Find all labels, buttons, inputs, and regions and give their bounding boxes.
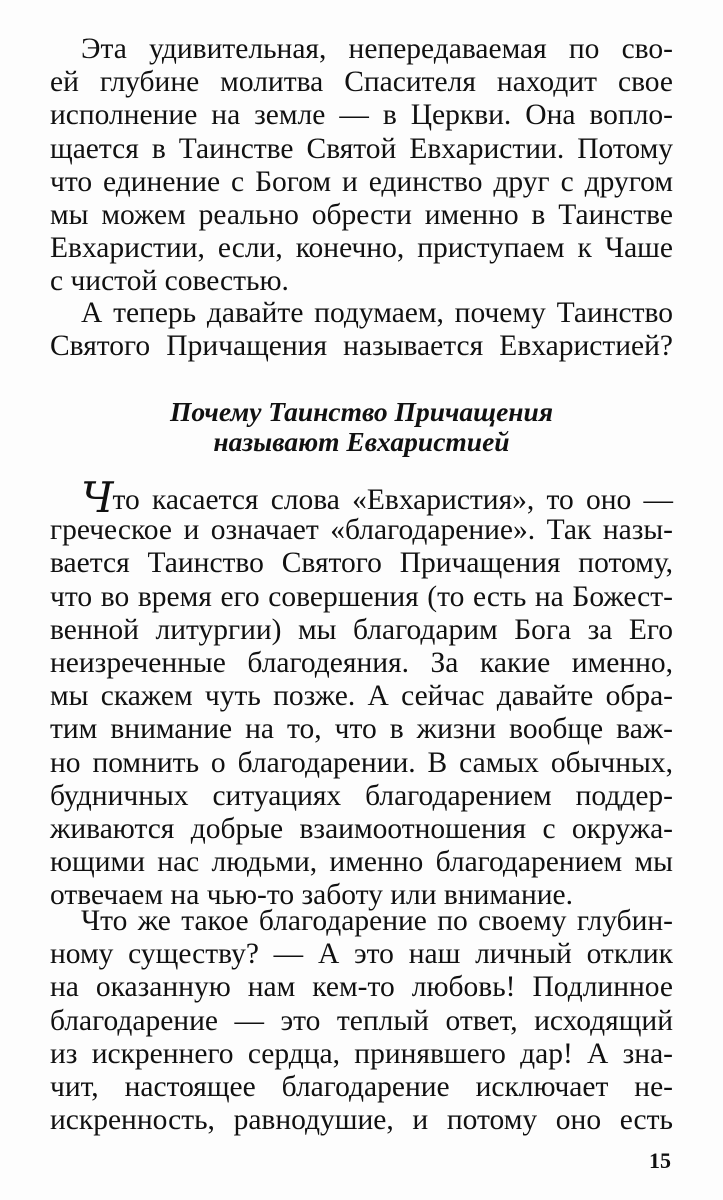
- text-line: щается в Таинстве Святой Евхаристии. Потому: [50, 132, 673, 165]
- text-line: Евхаристии, если, конечно, приступаем к Чаше: [50, 232, 673, 265]
- text-line: венной литургии) мы благодарим Бога за Его: [50, 613, 673, 646]
- text-line: мы скажем чуть позже. А сейчас давайте обра-: [50, 680, 673, 713]
- text-line: ей глубине молитва Спасителя находит свое: [50, 66, 673, 99]
- heading-line: Почему Таинство Причащения: [169, 396, 554, 427]
- text-line: греческое и означает «благодарение». Так назы-: [50, 514, 673, 547]
- text-line: Эта удивительная, непередаваемая по сво-: [81, 33, 673, 65]
- text-line: чит, настоящее благодарение исключает не-: [50, 1070, 673, 1103]
- text-line: на оказанную нам кем-то любовь! Подлинное: [50, 971, 673, 1004]
- text-line: А теперь давайте подумаем, почему Таинство: [81, 297, 673, 329]
- text-line: исполнение на земле — в Церкви. Она вопло-: [50, 99, 673, 132]
- text-line: из искреннего сердца, принявшего дар! А зна-: [50, 1037, 673, 1070]
- text-line: что во время его совершения (то есть на Божест-: [50, 580, 673, 613]
- text-line: неизреченные благодеяния. За какие именно,: [50, 646, 673, 679]
- text-line: будничных ситуациях благодарением поддер-: [50, 779, 673, 812]
- text-line: но помнить о благодарении. В самых обычных,: [50, 746, 673, 779]
- drop-cap-letter: Ч: [81, 473, 114, 522]
- heading-line: называют Евхаристией: [213, 426, 510, 457]
- text-line: Святого Причащения называется Евхаристией?: [50, 330, 673, 363]
- paragraph-3: [50, 473, 673, 912]
- text-line: отвечаем на чью-то заботу или внимание.: [50, 879, 573, 912]
- text-line: живаются добрые взаимоотношения с окружа-: [50, 812, 673, 845]
- text-line: Что же такое благодарение по своему глубин-: [81, 905, 673, 937]
- text-line: благодарение — это теплый ответ, исходящий: [50, 1004, 673, 1037]
- text-line: ному существу? — А это наш личный отклик: [50, 938, 673, 971]
- text-line-with-dropcap: [50, 473, 673, 522]
- section-heading: [50, 397, 673, 457]
- text-line: ющими нас людьми, именно благодарением мы: [50, 846, 673, 879]
- text-line: с чистой совестью.: [50, 265, 289, 298]
- text-line: искренность, равнодушие, и потому оно есть: [50, 1104, 673, 1137]
- paragraph-1: [50, 33, 673, 299]
- text-line: вается Таинство Святого Причащения потому,: [50, 547, 673, 580]
- page-number: 15: [649, 1148, 671, 1173]
- paragraph-2: [50, 297, 673, 363]
- text-line-rest: то касается слова «Евхаристия», то оно —: [112, 484, 673, 516]
- text-line: мы можем реально обрести именно в Таинстве: [50, 198, 673, 231]
- paragraph-4: [50, 905, 673, 1137]
- text-line: тим внимание на то, что в жизни вообще важ-: [50, 713, 673, 746]
- text-line: что единение с Богом и единство друг с другом: [50, 165, 673, 198]
